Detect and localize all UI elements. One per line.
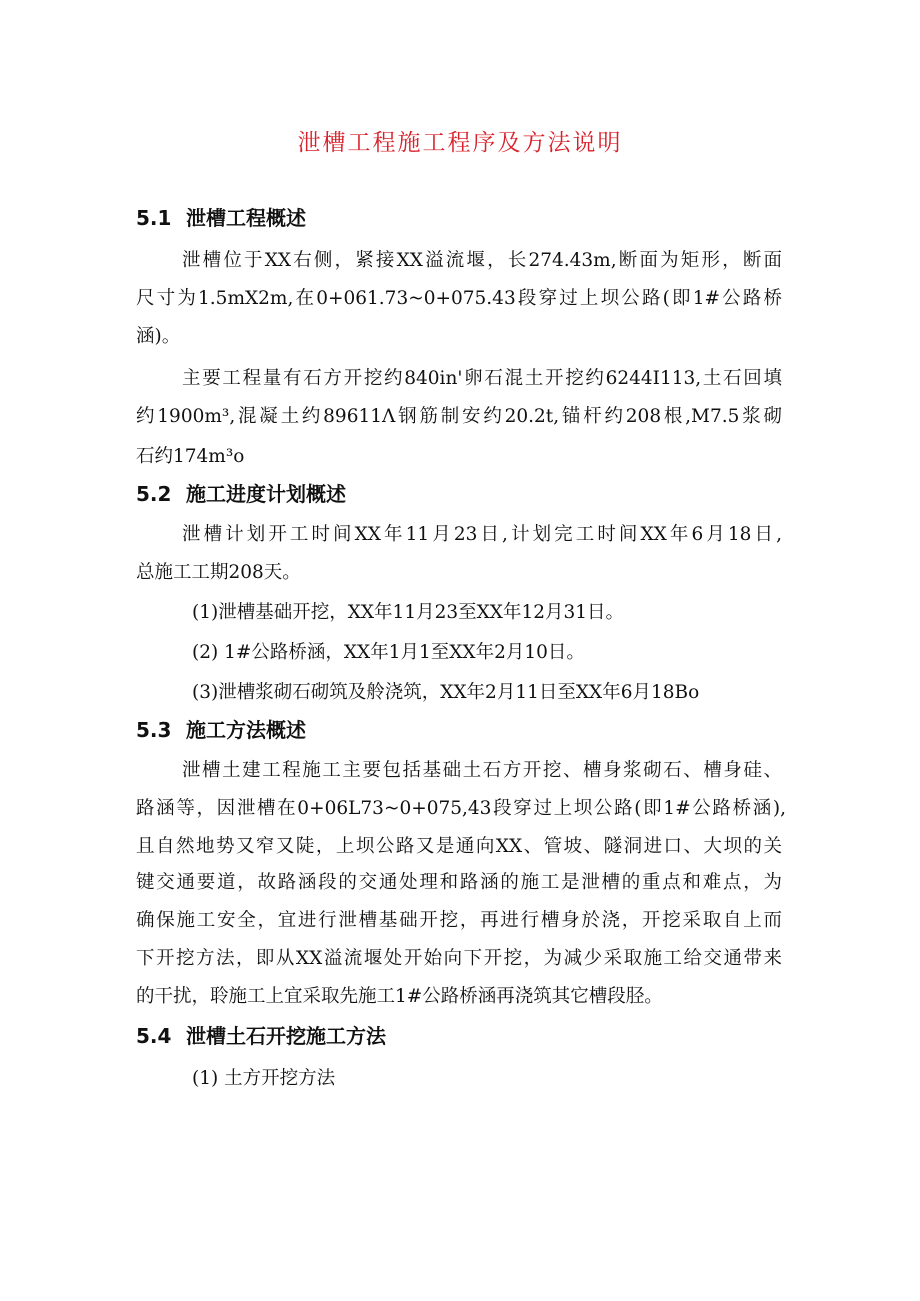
- list-item: (1) 土方开挖方法: [192, 1068, 336, 1089]
- section-heading-5-2: [136, 480, 346, 508]
- list-item: (1)泄槽基础开挖，XX年11月23至XX年12月31日。: [192, 602, 625, 623]
- paragraph-line: 键交通要道，故路涵段的交通处理和路涵的施工是泄槽的重点和难点，为: [136, 872, 782, 893]
- paragraph-line: 泄槽计划开工时间XX年11月23日,计划完工时间XX年6月18日,: [182, 524, 782, 545]
- section-title: 泄槽土石开挖施工方法: [186, 1024, 386, 1048]
- paragraph-line: 尺寸为1.5mX2m,在0+061.73~0+075.43段穿过上坝公路(即1#公路桥: [136, 288, 782, 309]
- paragraph-line: 总施工工期208天。: [136, 562, 301, 583]
- paragraph-line: 路涵等，因泄槽在0+06L73~0+075,43段穿过上坝公路(即1#公路桥涵),: [136, 798, 786, 819]
- paragraph-line: 下开挖方法，即从XX溢流堰处开始向下开挖，为减少采取施工给交通带来: [136, 948, 782, 969]
- paragraph-line: 涵)。: [136, 326, 181, 347]
- paragraph-line: 约1900m³,混凝土约89611Λ钢筋制安约20.2t,锚杆约208根,M7.5浆砌: [136, 406, 782, 427]
- section-title: 施工进度计划概述: [186, 482, 346, 506]
- paragraph-line: 确保施工安全，宜进行泄槽基础开挖，再进行槽身於浇，开挖采取自上而: [136, 910, 782, 931]
- section-number: 5.3: [136, 718, 172, 742]
- paragraph-line: 石约174m³o: [136, 446, 245, 467]
- paragraph-line: 泄槽土建工程施工主要包括基础土石方开挖、槽身浆砌石、槽身硅、: [182, 760, 782, 781]
- section-number: 5.4: [136, 1024, 172, 1048]
- section-title: 施工方法概述: [186, 718, 306, 742]
- section-title: 泄槽工程概述: [186, 206, 306, 230]
- list-item: (3)泄槽浆砌石砌筑及舲浇筑，XX年2月11日至XX年6月18Bo: [192, 682, 700, 703]
- paragraph-line: 的干扰，聆施工上宜采取先施工1#公路桥涵再浇筑其它槽段胫。: [136, 986, 663, 1007]
- paragraph-line: 泄槽位于XX右侧，紧接XX溢流堰，长274.43m,断面为矩形，断面: [182, 250, 782, 271]
- paragraph-line: 且自然地势又窄又陡，上坝公路又是通向XX、管坡、隧洞进口、大坝的关: [136, 836, 782, 857]
- section-number: 5.2: [136, 482, 172, 506]
- section-number: 5.1: [136, 206, 172, 230]
- section-heading-5-3: [136, 716, 306, 744]
- section-heading-5-4: [136, 1022, 386, 1050]
- paragraph-line: 主要工程量有石方开挖约840in'卵石混土开挖约6244I113,土石回填: [182, 368, 782, 389]
- section-heading-5-1: [136, 204, 306, 232]
- page-title: 泄槽工程施工程序及方法说明: [297, 130, 623, 156]
- list-item: (2) 1#公路桥涵，XX年1月1至XX年2月10日。: [192, 642, 585, 663]
